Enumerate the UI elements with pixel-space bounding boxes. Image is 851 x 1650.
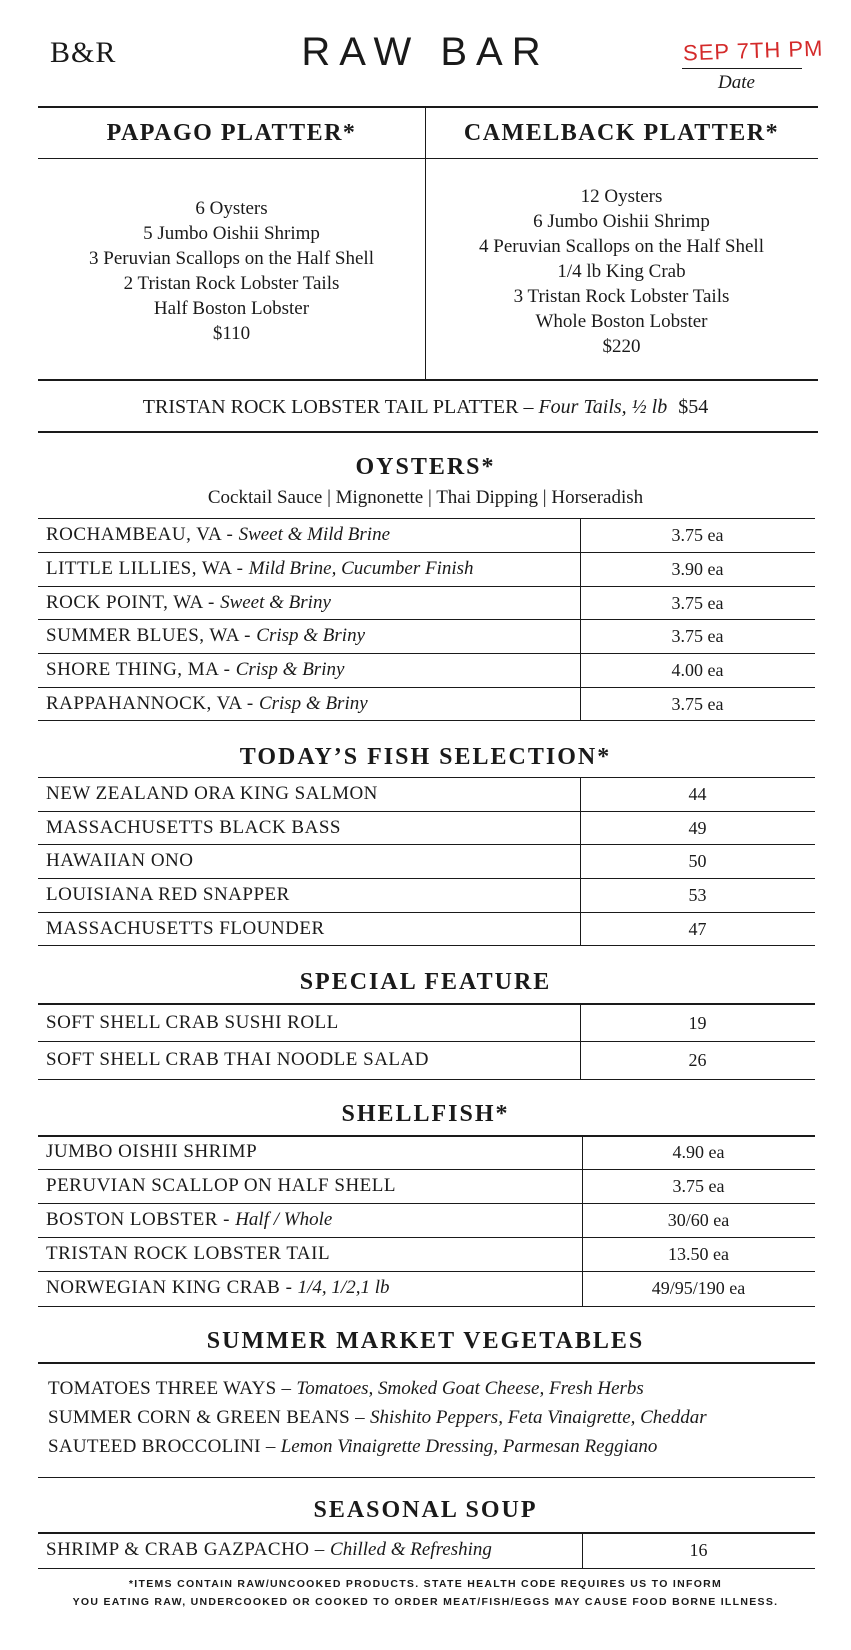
oyster-row-name: ROCHAMBEAU, VA - Sweet & Mild Brine [46, 524, 391, 545]
shellfish-row-name: TRISTAN ROCK LOBSTER TAIL [46, 1243, 331, 1264]
lobster-tail-platter [0, 396, 851, 419]
divider [38, 1532, 815, 1534]
fish-row-name: HAWAIIAN ONO [46, 850, 194, 871]
fish-row-price: 47 [688, 919, 707, 939]
divider [38, 1079, 815, 1080]
divider [38, 1362, 815, 1364]
platter-item: 4 Peruvian Scallops on the Half Shell [479, 236, 764, 257]
page-title: RAW BAR [301, 30, 550, 74]
platter-item: 1/4 lb King Crab [557, 261, 686, 282]
oyster-row-price: 3.75 ea [671, 525, 724, 545]
lobster-tail-platter-price: $54 [678, 396, 709, 418]
vegetable-item: SUMMER CORN & GREEN BEANS – Shishito Peppers, Feta Vinaigrette, Cheddar [48, 1407, 707, 1428]
vegetables-heading: SUMMER MARKET VEGETABLES [206, 1328, 645, 1354]
divider [38, 1003, 815, 1005]
platter-item: 6 Oysters [195, 198, 268, 219]
divider [38, 1568, 815, 1569]
divider [38, 777, 815, 778]
shellfish-row-name: PERUVIAN SCALLOP ON HALF SHELL [46, 1175, 396, 1196]
date-label: Date [718, 72, 755, 93]
soup-row-price: 16 [689, 1540, 708, 1560]
fish-row-name: NEW ZEALAND ORA KING SALMON [46, 783, 378, 804]
fish-row-price: 49 [688, 818, 707, 838]
logo: B&R [50, 36, 117, 69]
divider [38, 518, 815, 519]
table-row-divider [38, 912, 815, 913]
fish-row-price: 44 [688, 784, 707, 804]
fish-row-name: LOUISIANA RED SNAPPER [46, 884, 290, 905]
divider [38, 720, 815, 721]
shellfish-row-price: 4.90 ea [672, 1142, 725, 1162]
soup-heading: SEASONAL SOUP [313, 1497, 538, 1523]
table-row-divider [38, 552, 815, 553]
platter-price: $220 [602, 336, 641, 357]
table-row-divider [38, 1203, 815, 1204]
oyster-row-price: 3.75 ea [671, 694, 724, 714]
special-row-name: SOFT SHELL CRAB SUSHI ROLL [46, 1012, 339, 1033]
oyster-row-price: 3.75 ea [671, 626, 724, 646]
shellfish-row-name: BOSTON LOBSTER - Half / Whole [46, 1209, 333, 1230]
oyster-row-price: 3.90 ea [671, 559, 724, 579]
oysters-heading: OYSTERS* [355, 454, 496, 480]
platter-price: $110 [212, 323, 251, 344]
table-row-divider [38, 1041, 815, 1042]
fish-row-price: 53 [688, 885, 707, 905]
shellfish-row-price: 30/60 ea [667, 1210, 730, 1230]
fish-heading: TODAY’S FISH SELECTION* [239, 744, 612, 770]
table-row-divider [38, 619, 815, 620]
special-feature-heading: SPECIAL FEATURE [299, 969, 552, 995]
date-underline [682, 68, 802, 69]
lobster-tail-platter-desc: Four Tails, ½ lb [538, 396, 668, 418]
platter-item: Whole Boston Lobster [535, 311, 708, 332]
shellfish-heading: SHELLFISH* [341, 1101, 510, 1127]
oyster-row-name: ROCK POINT, WA - Sweet & Briny [46, 592, 331, 613]
platter-item: 5 Jumbo Oishii Shrimp [143, 223, 320, 244]
shellfish-row-name: JUMBO OISHII SHRIMP [46, 1141, 258, 1162]
table-row-divider [38, 1271, 815, 1272]
divider [38, 945, 815, 946]
platter-item: 2 Tristan Rock Lobster Tails [123, 273, 340, 294]
table-row-divider [38, 687, 815, 688]
handwritten-date: SEP 7TH PM [682, 35, 824, 66]
papago-platter-title: PAPAGO PLATTER* [106, 120, 357, 146]
platter-item: Half Boston Lobster [153, 298, 310, 319]
special-row-price: 19 [688, 1013, 707, 1033]
divider [38, 1135, 815, 1137]
shellfish-row-price: 13.50 ea [668, 1244, 729, 1264]
platter-item: 12 Oysters [580, 186, 663, 207]
platter-item: 6 Jumbo Oishii Shrimp [533, 211, 710, 232]
oyster-row-name: SUMMER BLUES, WA - Crisp & Briny [46, 625, 365, 646]
table-row-divider [38, 878, 815, 879]
oyster-row-name: LITTLE LILLIES, WA - Mild Brine, Cucumber Finish [46, 558, 474, 579]
divider [38, 1477, 815, 1478]
fish-row-name: MASSACHUSETTS FLOUNDER [46, 918, 325, 939]
oyster-row-name: RAPPAHANNOCK, VA - Crisp & Briny [46, 693, 368, 714]
vegetable-item: TOMATOES THREE WAYS – Tomatoes, Smoked Goat Cheese, Fresh Herbs [48, 1378, 644, 1399]
platter-item: 3 Peruvian Scallops on the Half Shell [89, 248, 374, 269]
shellfish-row-name: NORWEGIAN KING CRAB - 1/4, 1/2,1 lb [46, 1277, 390, 1298]
fish-row-price: 50 [688, 851, 707, 871]
shellfish-row-price: 49/95/190 ea [651, 1278, 746, 1298]
divider [38, 431, 818, 433]
oyster-sauces: Cocktail Sauce | Mignonette | Thai Dipping | Horseradish [207, 487, 644, 508]
table-row-divider [38, 811, 815, 812]
soup-row-name: SHRIMP & CRAB GAZPACHO – Chilled & Refreshing [46, 1539, 492, 1560]
oyster-row-name: SHORE THING, MA - Crisp & Briny [46, 659, 345, 680]
divider [38, 379, 818, 381]
table-row-divider [38, 844, 815, 845]
camelback-platter-title: CAMELBACK PLATTER* [463, 120, 780, 146]
camelback-platter-items [425, 184, 818, 359]
table-row-divider [38, 1237, 815, 1238]
platter-item: 3 Tristan Rock Lobster Tails [513, 286, 730, 307]
table-row-divider [38, 1169, 815, 1170]
fish-row-name: MASSACHUSETTS BLACK BASS [46, 817, 341, 838]
divider [38, 158, 818, 159]
oyster-row-price: 3.75 ea [671, 593, 724, 613]
special-row-name: SOFT SHELL CRAB THAI NOODLE SALAD [46, 1049, 429, 1070]
table-row-divider [38, 586, 815, 587]
divider [38, 106, 818, 108]
table-row-divider [38, 653, 815, 654]
health-disclaimer-line-1: *ITEMS CONTAIN RAW/UNCOOKED PRODUCTS. STATE HEALTH CODE REQUIRES US TO INFORM [128, 1578, 723, 1590]
vegetable-item: SAUTEED BROCCOLINI – Lemon Vinaigrette Dressing, Parmesan Reggiano [48, 1436, 658, 1457]
oyster-row-price: 4.00 ea [671, 660, 724, 680]
health-disclaimer-line-2: YOU EATING RAW, UNDERCOOKED OR COOKED TO ORDER MEAT/FISH/EGGS MAY CAUSE FOOD BORNE ILLNESS. [72, 1596, 779, 1608]
lobster-tail-platter-name: TRISTAN ROCK LOBSTER TAIL PLATTER – [142, 396, 534, 418]
divider [38, 1306, 815, 1307]
shellfish-row-price: 3.75 ea [672, 1176, 725, 1196]
papago-platter-items [38, 196, 425, 346]
special-row-price: 26 [688, 1050, 707, 1070]
